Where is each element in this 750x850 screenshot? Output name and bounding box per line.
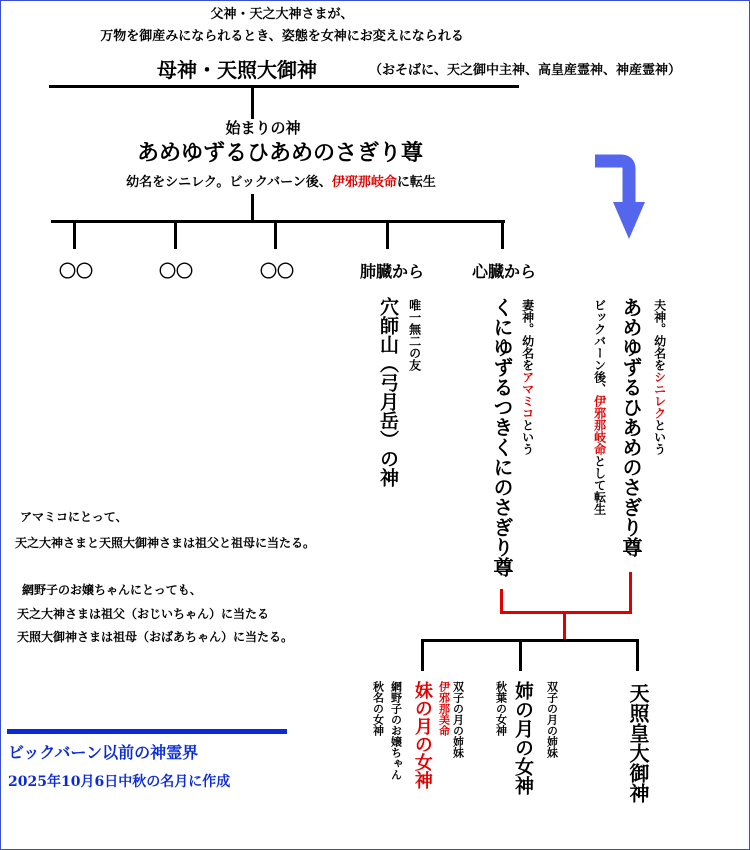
younger-note-d: 伊邪那美命 [437, 681, 451, 736]
child-3-label: 〇〇 [260, 262, 294, 282]
younger-name: 妹の月の女神 [411, 681, 433, 789]
child-2-label: 〇〇 [159, 262, 193, 282]
marriage-line-down [563, 612, 566, 639]
header-line-1: 父神・天之大神さまが、 [210, 7, 354, 22]
footer-date: 2025年10月6日中秋の名月に作成 [8, 774, 231, 790]
marriage-line-left [500, 589, 503, 613]
elder-note-b: 双子の月の姉妹 [545, 681, 559, 758]
left-text-p1-line1: アマミコにとって、 [20, 510, 128, 524]
left-text-p2-line2: 天之大神さまは祖父（おじいちゃん）に当たる [17, 607, 270, 621]
first-god-name: あめゆずるひあめのさぎり尊 [136, 140, 424, 166]
footer-divider [7, 729, 287, 734]
mother-god-title: 母神・天照大御神 [157, 58, 317, 82]
husband-note-2: ビックバーン後、伊邪那岐命として転生 [592, 299, 607, 515]
mother-god-note: （おそばに、天之御中主神、高皇産霊神、神産霊神） [369, 63, 682, 78]
first-god-note: 幼名をシニレク。ビックバーン後、伊邪那岐命に転生 [126, 175, 436, 190]
younger-note-b: 網野子のお嬢ちゃん [389, 681, 403, 780]
left-text-p2-line3: 天照大御神さまは祖母（おばあちゃん）に当たる。 [17, 630, 294, 644]
marriage-line-right [629, 572, 632, 613]
marriage-line-horizontal [500, 611, 632, 614]
heart-label: 心臓から [471, 262, 537, 281]
offspring-horizontal-line [421, 639, 639, 642]
wife-note: 妻神。幼名をアマミコという [520, 299, 535, 455]
husband-name: あめゆずるひあめのさぎり尊 [619, 297, 643, 557]
left-text-p2-line1: 網野子のお嬢ちゃんにとっても、 [22, 583, 202, 597]
husband-note-1: 夫神。幼名をシニレクという [652, 299, 667, 455]
elder-name: 姉の月の女神 [511, 681, 534, 795]
emperor-connector [636, 641, 639, 671]
elder-connector [519, 641, 522, 671]
elder-note-a: 秋葉の女神 [494, 681, 508, 736]
anashi-name: 穴師山（弓月岳）の神 [376, 297, 399, 487]
first-god-caption: 始まりの神 [225, 119, 301, 137]
emperor-name: 天照皇大御神 [626, 683, 650, 803]
wife-name: くにゆずるつきくにのさぎり尊 [490, 297, 514, 577]
footer-title: ビックバーン以前の神霊界 [8, 743, 199, 762]
younger-note-a: 秋名の女神 [371, 681, 385, 736]
lung-label: 肺臓から [359, 262, 425, 281]
child-1-label: 〇〇 [59, 262, 93, 282]
anashi-note: 唯一無二の友 [407, 299, 422, 371]
younger-connector [421, 641, 424, 671]
younger-note-c: 双子の月の姉妹 [451, 681, 465, 758]
left-text-p1-line2: 天之大神さまと天照大御神さまは祖父と祖母に当たる。 [15, 536, 316, 550]
header-line-2: 万物を御産みになられるとき、姿態を女神にお変えになられる [100, 29, 464, 44]
